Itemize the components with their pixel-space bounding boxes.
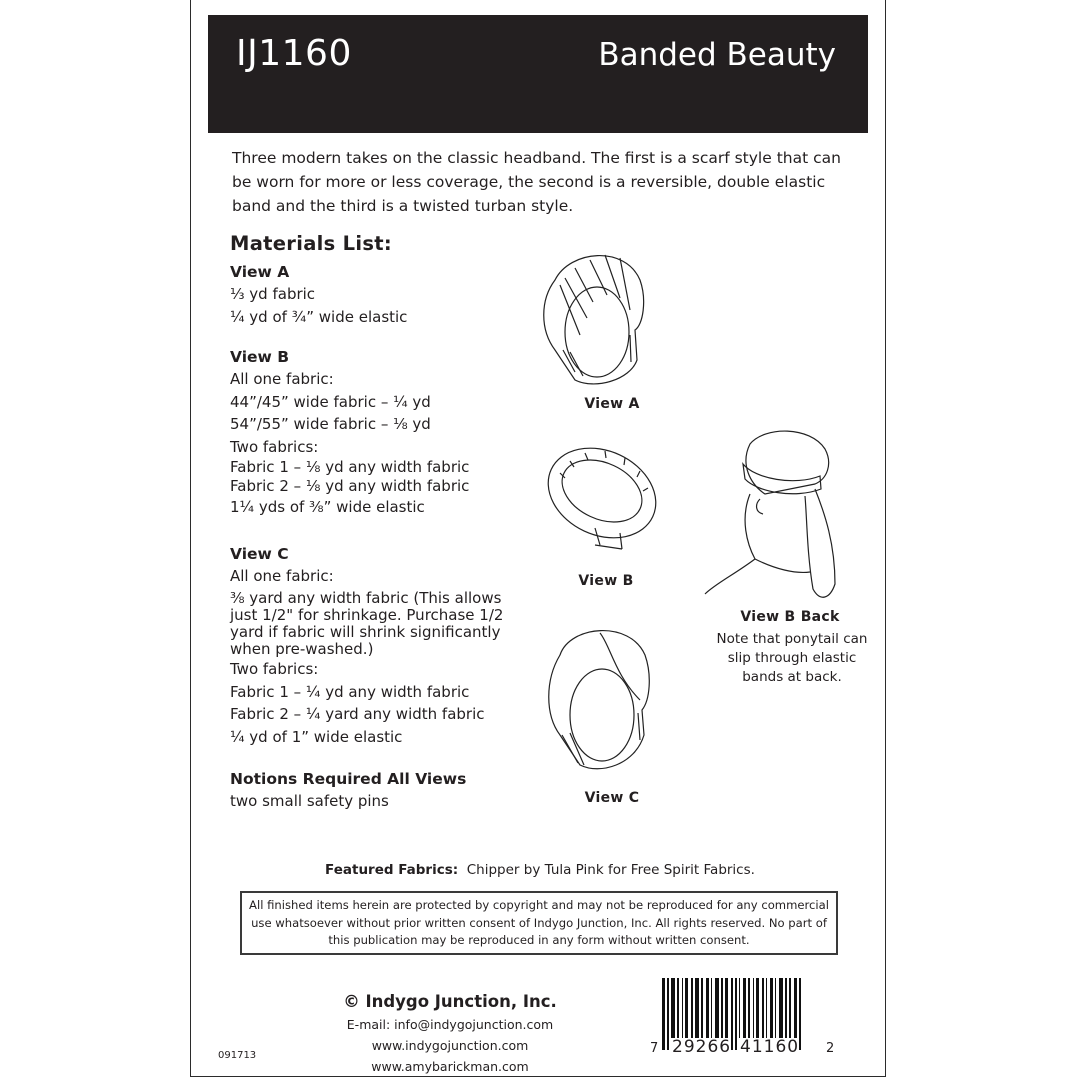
- material-line: ¼ yd of 1” wide elastic: [230, 727, 403, 746]
- company-website-2[interactable]: www.amybarickman.com: [371, 1059, 529, 1074]
- material-line: Fabric 1 – ¼ yd any width fabric: [230, 682, 470, 701]
- featured-fabrics-text: Chipper by Tula Pink for Free Spirit Fabrics.: [466, 862, 755, 878]
- barcode-lead-digit: 7: [650, 1041, 660, 1056]
- view-b-heading: View B: [230, 348, 290, 366]
- material-line: ⅓ yd fabric: [230, 285, 316, 303]
- company-name: © Indygo Junction, Inc.: [343, 992, 557, 1011]
- barcode-right-group: 41160: [740, 1037, 800, 1057]
- copyright-notice: All finished items herein are protected by copyright and may not be reproduced for any commercial use whatsoever without prior written consent of Indygo Junction, Inc. All rights reserved. No part of this publication may be reproduced in any form without written consent.: [240, 891, 838, 955]
- notion-line: two small safety pins: [230, 792, 389, 810]
- materials-heading: Materials List:: [230, 232, 392, 255]
- material-line: All one fabric:: [230, 566, 334, 585]
- material-line: 44”/45” wide fabric – ¼ yd: [230, 392, 431, 411]
- materials-list: [230, 232, 530, 831]
- upc-barcode: [650, 978, 850, 1063]
- notions-required: [230, 768, 530, 813]
- view-c-materials: [230, 543, 530, 749]
- company-email[interactable]: E-mail: info@indygojunction.com: [346, 1017, 554, 1032]
- featured-fabrics: [230, 862, 850, 878]
- material-line: Fabric 1 – ⅛ yd any width fabric: [230, 458, 470, 476]
- view-b-headband-illustration: [540, 433, 665, 553]
- barcode-bars: [662, 978, 818, 1044]
- featured-fabrics-label: Featured Fabrics:: [325, 862, 459, 878]
- view-c-heading: View C: [230, 544, 289, 563]
- pattern-code: IJ1160: [236, 33, 352, 74]
- intro-description: Three modern takes on the classic headband. The first is a scarf style that can be worn for more or less coverage, the second is a reversible, double elastic band and the third is a twisted turban style.: [232, 149, 841, 215]
- material-line: Two fabrics:: [230, 437, 319, 456]
- material-line: 54”/55” wide fabric – ⅛ yd: [230, 415, 431, 433]
- material-line: 1¼ yds of ⅜” wide elastic: [230, 498, 425, 516]
- material-line: Two fabrics:: [230, 660, 319, 678]
- view-b-back-illustration: [695, 424, 870, 604]
- company-website-1[interactable]: www.indygojunction.com: [371, 1038, 529, 1053]
- view-c-label: View C: [584, 790, 640, 806]
- material-line: Fabric 2 – ¼ yard any width fabric: [230, 705, 485, 723]
- barcode-check-digit: 2: [826, 1041, 836, 1056]
- material-line: ⅜ yard any width fabric (This allows just 1/2" for shrinkage. Purchase 1/2 yard if fabric will shrink significantly when pre-washed.): [230, 589, 504, 658]
- header-banner: [208, 15, 868, 133]
- view-b-label: View B: [578, 573, 634, 589]
- view-a-materials: [230, 261, 530, 328]
- company-info: [300, 990, 600, 1077]
- view-a-label: View A: [584, 396, 640, 412]
- view-c-headband-illustration: [540, 615, 660, 780]
- material-line: All one fabric:: [230, 370, 334, 388]
- material-line: ¼ yd of ¾” wide elastic: [230, 307, 408, 326]
- pattern-title: Banded Beauty: [598, 37, 836, 73]
- barcode-left-group: 29266: [672, 1037, 732, 1057]
- date-code: 091713: [218, 1050, 257, 1061]
- material-line: Fabric 2 – ⅛ yd any width fabric: [230, 477, 470, 495]
- view-b-back-note: Note that ponytail can slip through elastic bands at back.: [716, 631, 868, 685]
- view-a-headband-illustration: [535, 240, 655, 390]
- view-b-materials: [230, 346, 530, 519]
- view-a-heading: View A: [230, 263, 290, 281]
- view-b-back-label: View B Back: [740, 609, 840, 625]
- notions-heading: Notions Required All Views: [230, 770, 467, 788]
